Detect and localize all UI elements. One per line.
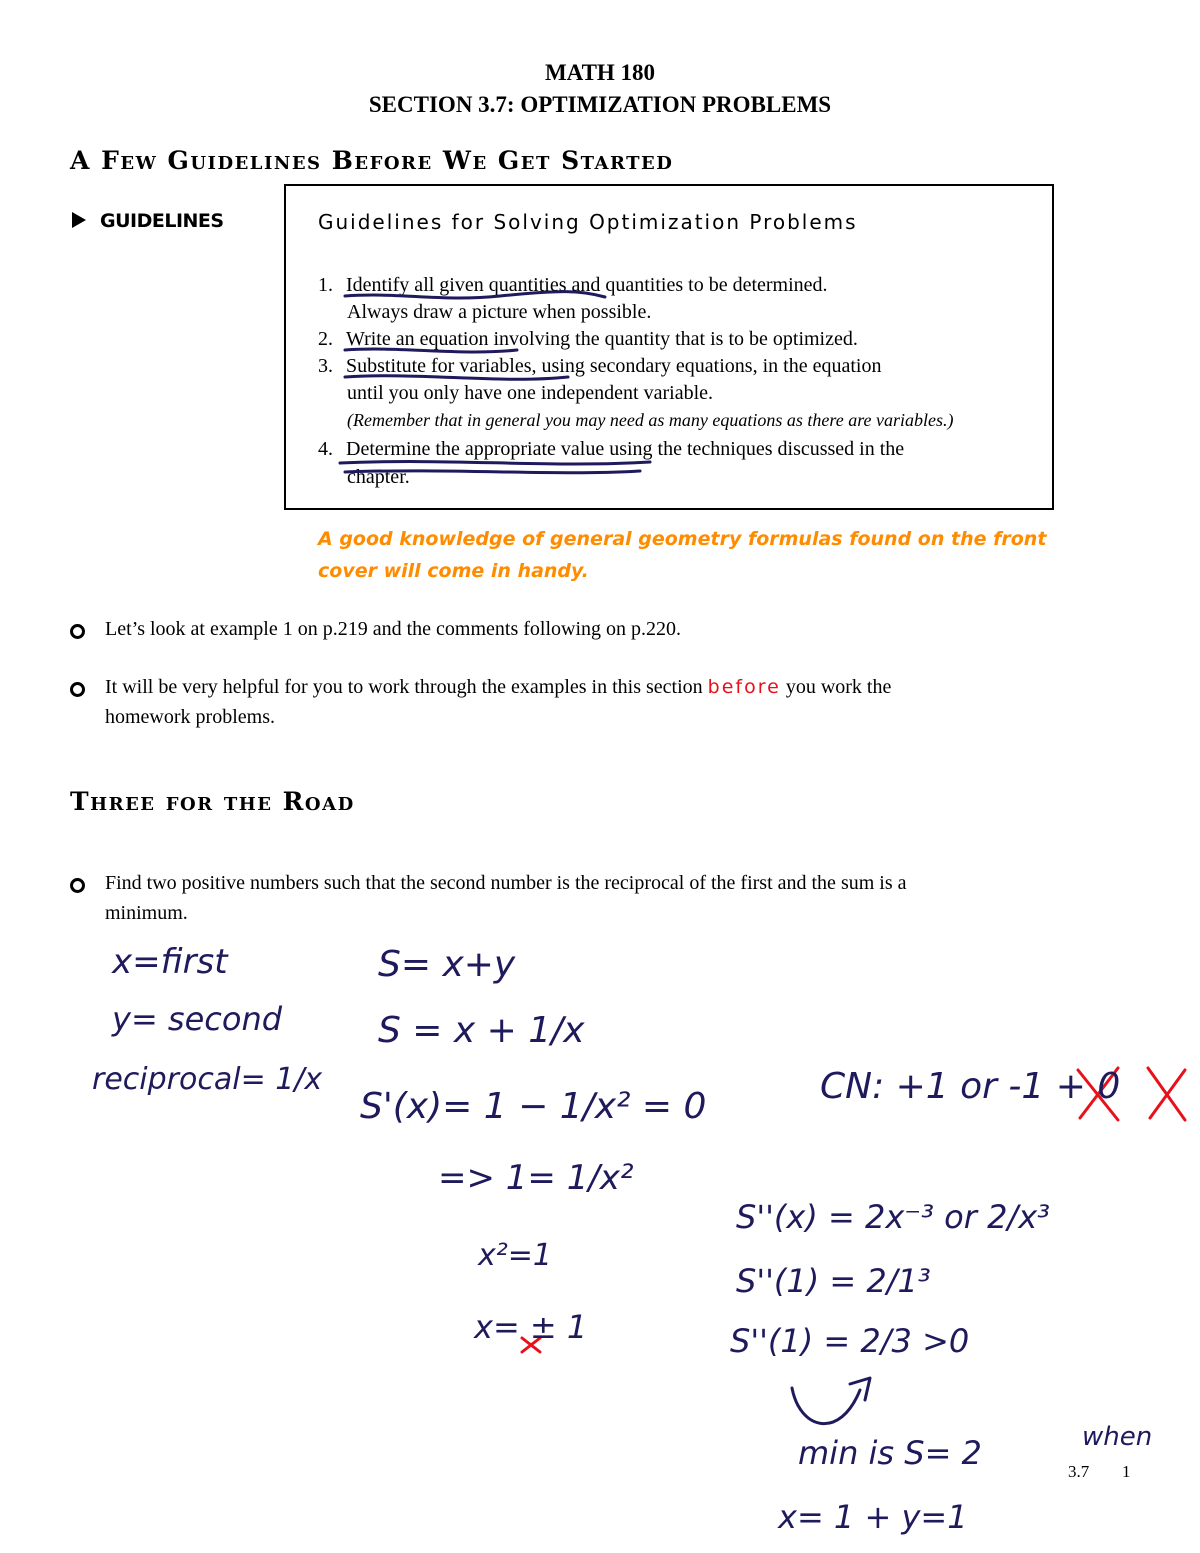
step-text: Substitute for variables, using secondary equations, in the equation — [346, 355, 882, 377]
circle-bullet-icon — [70, 624, 85, 639]
guideline-step-1-cont: Always draw a picture when possible. — [347, 301, 652, 323]
step-text: Determine the appropriate value using the techniques discussed in the — [346, 438, 905, 460]
guidelines-label — [72, 210, 224, 232]
hw-when: when — [1082, 1422, 1153, 1452]
hw-x-squared: x²=1 — [478, 1238, 553, 1273]
footer-section-number: 3.7 — [1068, 1462, 1090, 1481]
hw-reciprocal: reciprocal= 1/x — [92, 1062, 323, 1097]
hw-min-point: x= 1 + y=1 — [778, 1498, 968, 1536]
circle-bullet-icon — [70, 878, 85, 893]
bullet-work-examples — [105, 672, 1065, 732]
guideline-step-2 — [318, 328, 858, 351]
step-text: Identify all given quantities and quantities to be determined. — [346, 274, 828, 296]
step-number: 1. — [318, 274, 333, 296]
hw-s-equation: S= x+y — [378, 944, 516, 985]
problem-text: minimum. — [105, 902, 188, 924]
step-number: 2. — [318, 328, 333, 350]
section-heading-guidelines: A Few Guidelines Before We Get Started — [70, 146, 674, 175]
footer-page-number: 1 — [1122, 1462, 1131, 1481]
bullet-text: homework problems. — [105, 706, 275, 728]
circle-bullet-icon — [70, 682, 85, 697]
course-title: MATH 180 — [544, 60, 656, 85]
step-number: 3. — [318, 355, 333, 377]
guideline-step-1 — [318, 274, 828, 297]
bullet-example-reference: Let’s look at example 1 on p.219 and the comments following on p.220. — [105, 618, 682, 640]
geometry-tip-line-1: A good knowledge of general geometry formulas found on the front — [318, 528, 1047, 550]
step-number: 4. — [318, 438, 333, 460]
section-heading-three-for-the-road: Three for the Road — [70, 787, 355, 816]
hw-x-plus-minus: x= ± 1 — [474, 1308, 588, 1346]
geometry-tip-line-2: cover will come in handy. — [318, 560, 589, 582]
hw-second-derivative-at-1: S''(1) = 2/1³ — [736, 1262, 931, 1300]
guideline-step-4 — [318, 438, 904, 461]
triangle-bullet-icon — [72, 212, 86, 228]
guideline-step-4-cont: chapter. — [347, 466, 410, 488]
concave-up-sketch — [792, 1378, 870, 1424]
hw-min-value: min is S= 2 — [798, 1434, 982, 1472]
guidelines-box-title: Guidelines for Solving Optimization Problems — [318, 210, 858, 234]
guideline-step-3-note: (Remember that in general you may need as many equations as there are variables.) — [347, 410, 954, 430]
guidelines-label-text: GUIDELINES — [100, 210, 224, 232]
guideline-step-3-cont: until you only have one independent variable. — [347, 382, 714, 404]
hw-derivative: S'(x)= 1 − 1/x² = 0 — [360, 1086, 707, 1127]
problem-text: Find two positive numbers such that the second number is the reciprocal of the first and the sum is a — [105, 872, 907, 894]
emphasis-before: before — [707, 676, 781, 698]
hw-x-first: x=first — [112, 942, 228, 982]
cross-out-mark — [1148, 1068, 1185, 1120]
problem-statement — [105, 868, 1065, 928]
guideline-step-3 — [318, 355, 881, 378]
bullet-text: It will be very helpful for you to work through the examples in this section — [105, 676, 703, 698]
hw-second-derivative-positive: S''(1) = 2/3 >0 — [730, 1322, 970, 1360]
step-text: Write an equation involving the quantity that is to be optimized. — [346, 328, 858, 350]
hw-implies: => 1= 1/x² — [438, 1158, 634, 1198]
hw-second-derivative: S''(x) = 2x⁻³ or 2/x³ — [736, 1198, 1050, 1236]
bullet-text: you work the — [785, 676, 892, 698]
hw-critical-numbers: CN: +1 or -1 + 0 — [820, 1066, 1121, 1107]
hw-y-second: y= second — [112, 1000, 283, 1038]
hw-s-substituted: S = x + 1/x — [378, 1010, 585, 1051]
section-title: SECTION 3.7: OPTIMIZATION PROBLEMS — [368, 92, 832, 117]
